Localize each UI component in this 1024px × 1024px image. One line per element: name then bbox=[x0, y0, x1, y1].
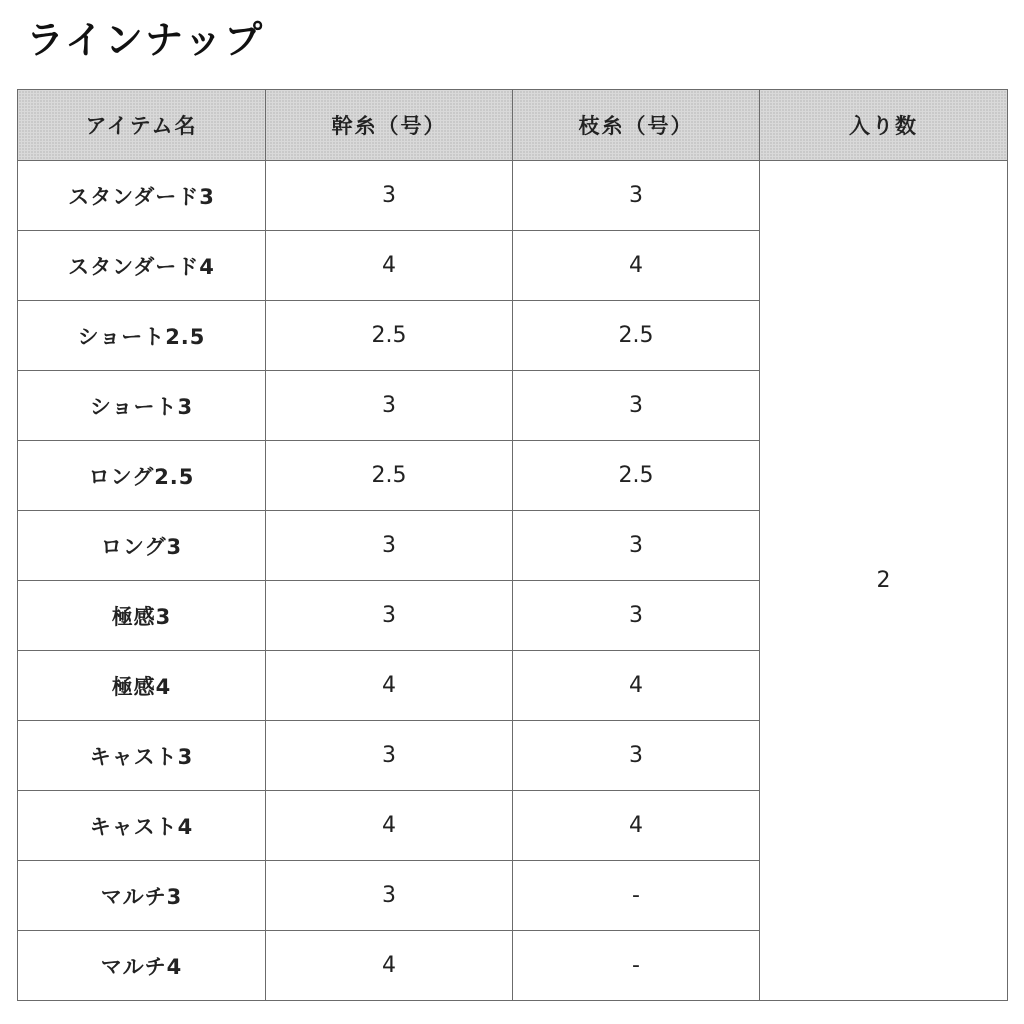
branch-line-cell: 3 bbox=[513, 371, 760, 441]
main-line-cell: 3 bbox=[266, 861, 513, 931]
item-name-cell: マルチ4 bbox=[18, 931, 266, 1001]
table-row bbox=[18, 161, 1008, 231]
item-name-cell: キャスト3 bbox=[18, 721, 266, 791]
branch-line-cell: - bbox=[513, 931, 760, 1001]
branch-line-cell: 2.5 bbox=[513, 441, 760, 511]
branch-line-cell: 3 bbox=[513, 581, 760, 651]
lineup-table bbox=[17, 89, 1008, 1001]
page-title: ラインナップ bbox=[26, 18, 265, 62]
item-name-cell: ショート2.5 bbox=[18, 301, 266, 371]
main-line-cell: 2.5 bbox=[266, 301, 513, 371]
branch-line-cell: 4 bbox=[513, 651, 760, 721]
quantity-cell: 2 bbox=[760, 161, 1008, 1001]
header-quantity: 入り数 bbox=[760, 90, 1008, 161]
header-main-line: 幹糸（号） bbox=[266, 90, 513, 161]
item-name-cell: スタンダード4 bbox=[18, 231, 266, 301]
branch-line-cell: - bbox=[513, 861, 760, 931]
header-item-name: アイテム名 bbox=[18, 90, 266, 161]
main-line-cell: 4 bbox=[266, 791, 513, 861]
branch-line-cell: 2.5 bbox=[513, 301, 760, 371]
main-line-cell: 3 bbox=[266, 511, 513, 581]
item-name-cell: ロング3 bbox=[18, 511, 266, 581]
main-line-cell: 3 bbox=[266, 721, 513, 791]
header-branch-line: 枝糸（号） bbox=[513, 90, 760, 161]
main-line-cell: 4 bbox=[266, 231, 513, 301]
main-line-cell: 3 bbox=[266, 161, 513, 231]
item-name-cell: キャスト4 bbox=[18, 791, 266, 861]
branch-line-cell: 3 bbox=[513, 161, 760, 231]
main-line-cell: 4 bbox=[266, 931, 513, 1001]
main-line-cell: 3 bbox=[266, 581, 513, 651]
branch-line-cell: 4 bbox=[513, 791, 760, 861]
item-name-cell: スタンダード3 bbox=[18, 161, 266, 231]
branch-line-cell: 3 bbox=[513, 721, 760, 791]
item-name-cell: ショート3 bbox=[18, 371, 266, 441]
main-line-cell: 2.5 bbox=[266, 441, 513, 511]
item-name-cell: 極感4 bbox=[18, 651, 266, 721]
main-line-cell: 4 bbox=[266, 651, 513, 721]
branch-line-cell: 3 bbox=[513, 511, 760, 581]
item-name-cell: マルチ3 bbox=[18, 861, 266, 931]
main-line-cell: 3 bbox=[266, 371, 513, 441]
branch-line-cell: 4 bbox=[513, 231, 760, 301]
table-header-row bbox=[18, 90, 1008, 161]
item-name-cell: 極感3 bbox=[18, 581, 266, 651]
item-name-cell: ロング2.5 bbox=[18, 441, 266, 511]
